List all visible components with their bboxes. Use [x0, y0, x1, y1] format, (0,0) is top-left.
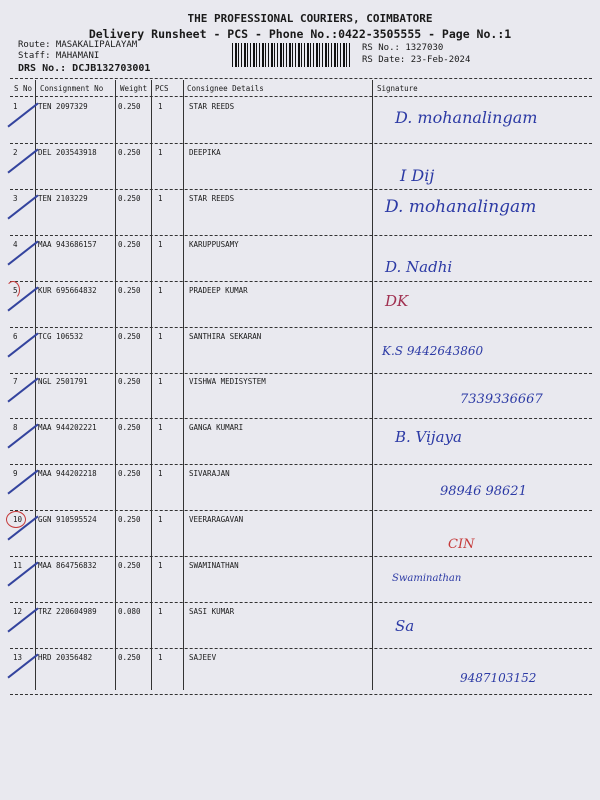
row-weight: 0.080: [118, 606, 141, 616]
handwritten-signature: 9487103152: [460, 670, 537, 685]
row-sno: 8: [13, 423, 18, 433]
row-consignee: DEEPIKA: [189, 147, 221, 157]
row-consignee: PRADEEP KUMAR: [189, 285, 248, 295]
col-divider: [183, 80, 184, 690]
row-sno: 10: [13, 515, 23, 525]
handwritten-signature: K.S 9442643860: [382, 343, 484, 358]
row-weight: 0.250: [118, 285, 141, 295]
row-weight: 0.250: [118, 102, 141, 111]
row-consignment-no: MAA 864756832: [38, 561, 97, 570]
row-weight: 0.250: [118, 561, 141, 570]
staff-label: Staff: MAHAMANI: [18, 51, 100, 61]
row-consignment-no: DEL 203543918: [38, 147, 97, 157]
row-consignment-no: NGL 2501791: [38, 377, 88, 387]
header-top-rule: [10, 78, 592, 79]
row-consignee: SASI KUMAR: [189, 606, 235, 616]
row-weight: 0.250: [118, 193, 141, 203]
row-sno: 1: [13, 102, 18, 111]
row-separator: [10, 464, 592, 465]
row-pcs: 1: [158, 606, 163, 616]
row-consignee: VISHWA MEDISYSTEM: [189, 377, 266, 387]
rs-number: RS No.: 1327030: [362, 43, 444, 53]
col-divider: [115, 80, 116, 690]
row-consignee: VEERARAGAVAN: [189, 515, 244, 525]
row-separator: [10, 281, 592, 282]
row-consignee: SWAMINATHAN: [189, 561, 239, 570]
row-weight: 0.250: [118, 239, 141, 249]
col-divider: [372, 80, 373, 690]
drs-number: DRS No.: DCJB132703001: [18, 63, 151, 74]
correction-mark: [6, 281, 20, 299]
row-consignment-no: TEN 2097329: [38, 102, 88, 111]
row-separator: [10, 235, 592, 236]
row-sno: 6: [13, 331, 18, 341]
handwritten-signature: D. mohanalingam: [385, 196, 537, 217]
row-weight: 0.250: [118, 515, 141, 525]
row-pcs: 1: [158, 469, 163, 479]
row-sno: 2: [13, 147, 18, 157]
row-consignee: STAR REEDS: [189, 193, 235, 203]
row-sno: 12: [13, 606, 23, 616]
row-separator: [10, 556, 592, 557]
handwritten-signature: D. mohanalingam: [395, 108, 538, 127]
row-separator: [10, 418, 592, 419]
row-consignment-no: MAA 944202221: [38, 423, 97, 433]
row-weight: 0.250: [118, 469, 141, 479]
col-sno: S No: [14, 84, 33, 93]
col-signature: Signature: [377, 84, 418, 93]
row-consignment-no: HRD 20356482: [38, 652, 93, 662]
row-sno: 13: [13, 652, 23, 662]
row-consignment-no: GGN 910595524: [38, 515, 97, 525]
row-sno: 4: [13, 239, 18, 249]
row-separator: [10, 602, 592, 603]
row-sno: 11: [13, 561, 23, 570]
row-weight: 0.250: [118, 331, 141, 341]
row-sno: 3: [13, 193, 18, 203]
handwritten-signature: Sa: [395, 616, 415, 635]
handwritten-signature: I Dij: [400, 165, 435, 185]
col-consignment: Consignment No: [40, 84, 104, 93]
row-consignment-no: MAA 944202218: [38, 469, 97, 479]
handwritten-signature: B. Vijaya: [395, 428, 462, 447]
row-separator: [10, 510, 592, 511]
row-sno: 5: [13, 285, 18, 295]
handwritten-signature: 98946 98621: [440, 484, 527, 500]
header-bottom-rule: [10, 96, 592, 97]
col-divider: [151, 80, 152, 690]
route-label: Route: MASAKALIPALAYAM: [18, 40, 138, 50]
row-pcs: 1: [158, 423, 163, 433]
row-sno: 7: [13, 377, 18, 387]
row-consignment-no: TRZ 220604989: [38, 606, 97, 616]
row-consignment-no: TCG 106532: [38, 331, 84, 341]
row-consignee: SANTHIRA SEKARAN: [189, 331, 262, 341]
rs-date: RS Date: 23-Feb-2024: [362, 55, 471, 65]
row-pcs: 1: [158, 239, 163, 249]
row-separator: [10, 143, 592, 144]
row-separator: [10, 648, 592, 649]
col-divider: [35, 80, 36, 690]
row-pcs: 1: [158, 515, 163, 525]
row-consignee: STAR REEDS: [189, 102, 235, 111]
row-pcs: 1: [158, 377, 163, 387]
row-separator: [10, 373, 592, 374]
row-weight: 0.250: [118, 377, 141, 387]
handwritten-signature: 7339336667: [460, 392, 543, 408]
handwritten-signature: D. Nadhi: [385, 257, 453, 276]
row-circle-mark: [6, 511, 26, 528]
runsheet-title: Delivery Runsheet - PCS - Phone No.:0422-3505555 - Page No.:1: [88, 27, 512, 41]
row-pcs: 1: [158, 561, 163, 570]
row-separator: [10, 189, 592, 190]
row-separator: [10, 694, 592, 695]
row-weight: 0.250: [118, 423, 141, 433]
row-consignee: SIVARAJAN: [189, 469, 230, 479]
col-pcs: PCS: [155, 84, 169, 93]
company-name: THE PROFESSIONAL COURIERS, COIMBATORE: [187, 12, 433, 25]
handwritten-signature: DK: [385, 291, 409, 310]
row-separator: [10, 327, 592, 328]
row-weight: 0.250: [118, 652, 141, 662]
row-pcs: 1: [158, 652, 163, 662]
row-pcs: 1: [158, 193, 163, 203]
handwritten-signature: CIN: [448, 537, 475, 553]
col-consignee: Consignee Details: [187, 84, 264, 93]
row-weight: 0.250: [118, 147, 141, 157]
row-consignee: KARUPPUSAMY: [189, 239, 239, 249]
row-consignee: GANGA KUMARI: [189, 423, 244, 433]
row-pcs: 1: [158, 331, 163, 341]
row-consignment-no: KUR 695664832: [38, 285, 97, 295]
row-consignment-no: MAA 943686157: [38, 239, 97, 249]
col-weight: Weight: [120, 84, 148, 93]
row-sno: 9: [13, 469, 18, 479]
row-pcs: 1: [158, 102, 163, 111]
row-pcs: 1: [158, 285, 163, 295]
row-pcs: 1: [158, 147, 163, 157]
row-consignee: SAJEEV: [189, 652, 217, 662]
row-consignment-no: TEN 2103229: [38, 193, 88, 203]
barcode: [232, 43, 350, 67]
handwritten-signature: Swaminathan: [392, 573, 462, 584]
